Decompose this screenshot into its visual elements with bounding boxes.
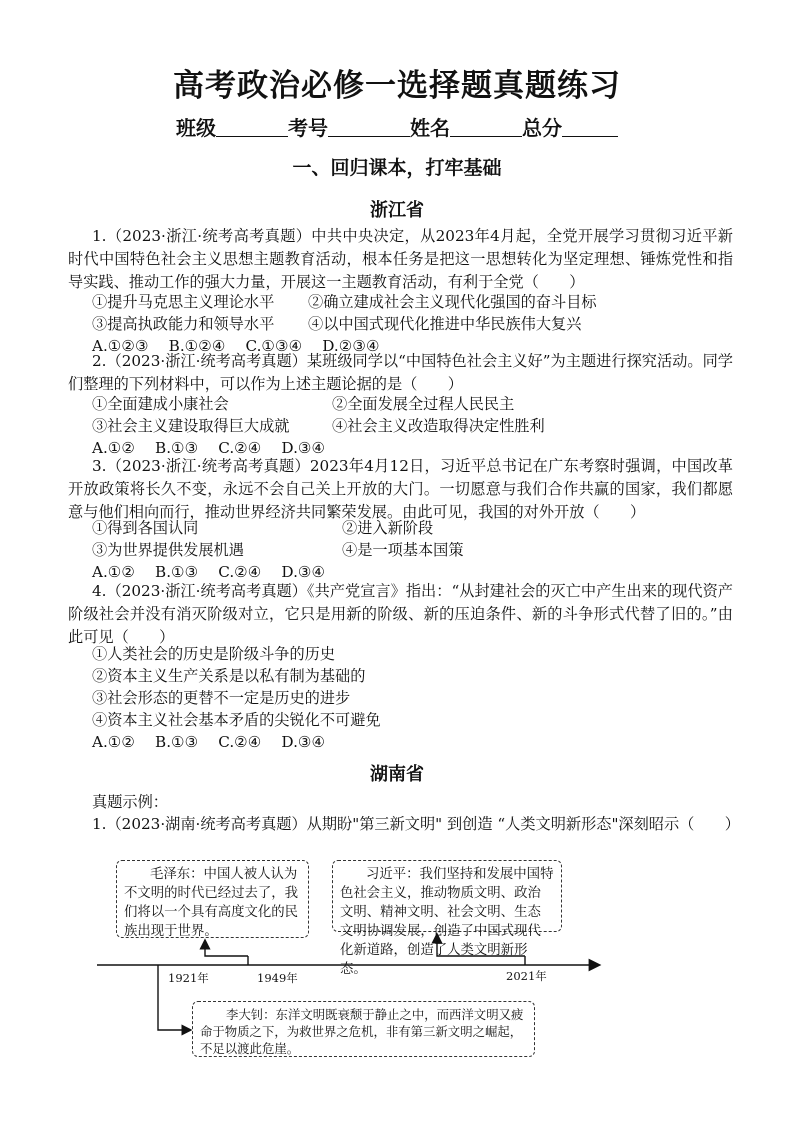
page-title: 高考政治必修一选择题真题练习	[173, 68, 621, 104]
province-heading-hunan: 湖南省	[370, 764, 424, 785]
q2-choices: A.①② B.①③ C.②④ D.③④	[92, 439, 326, 457]
li-quote-text: 李大钊：东洋文明既衰颓于静止之中，而西洋文明又疲命于物质之下，为救世界之危机，非有第三新文明之崛起，不足以渡此危崖。	[200, 1007, 524, 1056]
timeline-arrows	[95, 855, 615, 1065]
question-4-stem: 4.（2023·浙江·统考高考真题）《共产党宣言》指出：“从封建社会的灭亡中产生出来的现代资产阶级社会并没有消灭阶级对立，它只是用新的阶级、新的压迫条件、新的斗争形式代替了旧的。”由此可见（ ）	[68, 582, 733, 646]
name-blank	[450, 118, 522, 137]
q2-option-2: ②全面发展全过程人民民主	[332, 395, 515, 413]
q3-option-1: ①得到各国认同	[92, 519, 199, 537]
q1-option-1: ①提升马克思主义理论水平	[92, 293, 275, 311]
q4-option-3: ③社会形态的更替不一定是历史的进步	[92, 689, 351, 707]
q1-option-2: ②确立建成社会主义现代化强国的奋斗目标	[308, 293, 597, 311]
q1-option-3: ③提高执政能力和领导水平	[92, 315, 275, 333]
question-5-stem: 1.（2023·湖南·统考高考真题）从期盼"第三新文明" 到创造 “人类文明新形态"深刻昭示（ ）	[92, 815, 740, 833]
province-heading-zhejiang: 浙江省	[370, 200, 424, 221]
question-1-stem: 1.（2023·浙江·统考高考真题）中共中央决定，从2023年4月起，全党开展学习贯彻习近平新时代中国特色社会主义思想主题教育活动，根本任务是把这一思想转化为坚定理想、锤炼党性和指导实践、推动工作的强大力量，开展这一主题教育活动，有利于全党（ ）	[68, 227, 733, 291]
year-1949-label: 1949年	[257, 971, 298, 985]
year-1921-label: 1921年	[168, 971, 209, 985]
section-heading: 一、回归课本，打牢基础	[292, 157, 502, 179]
q4-option-4: ④资本主义社会基本矛盾的尖锐化不可避免	[92, 711, 381, 729]
year-2021-label: 2021年	[506, 969, 547, 983]
name-label: 姓名	[410, 116, 450, 140]
exam-no-label: 考号	[288, 116, 328, 140]
class-label: 班级	[176, 116, 216, 140]
question-3-stem: 3.（2023·浙江·统考高考真题）2023年4月12日，习近平总书记在广东考察时强调，中国改革开放政策将长久不变，永远不会自己关上开放的大门。一切愿意与我们合作共赢的国家，我们都愿意与他们相向而行，推动世界经济共同繁荣发展。由此可见，我国的对外开放（ ）	[68, 457, 733, 521]
q2-option-3: ③社会主义建设取得巨大成就	[92, 417, 290, 435]
q1-choices: A.①②③ B.①②④ C.①③④ D.②③④	[92, 337, 380, 355]
q3-option-2: ②进入新阶段	[342, 519, 434, 537]
q2-option-1: ①全面建成小康社会	[92, 395, 229, 413]
q1-option-4: ④以中国式现代化推进中华民族伟大复兴	[308, 315, 582, 333]
q3-option-3: ③为世界提供发展机遇	[92, 541, 244, 559]
score-label: 总分	[522, 116, 562, 140]
class-blank	[216, 118, 288, 137]
question-2-stem: 2.（2023·浙江·统考高考真题）某班级同学以“中国特色社会主义好”为主题进行探究活动。同学们整理的下列材料中，可以作为上述主题论据的是（ ）	[68, 352, 733, 393]
q3-choices: A.①② B.①③ C.②④ D.③④	[92, 563, 326, 581]
example-label: 真题示例：	[92, 793, 168, 811]
timeline-figure	[95, 855, 615, 1065]
q4-option-1: ①人类社会的历史是阶级斗争的历史	[92, 645, 335, 663]
q3-option-4: ④是一项基本国策	[342, 541, 464, 559]
q2-option-4: ④社会主义改造取得决定性胜利	[332, 417, 545, 435]
student-info-line	[0, 112, 794, 141]
mao-quote-text: 毛泽东：中国人被人认为不文明的时代已经过去了，我们将以一个具有高度文化的民族出现于世界。	[124, 867, 299, 939]
q4-choices: A.①② B.①③ C.②④ D.③④	[92, 733, 326, 751]
score-blank	[562, 118, 618, 137]
xi-quote-text: 习近平：我们坚持和发展中国特色社会主义，推动物质文明、政治文明、精神文明、社会文明、生态文明协调发展，创造了中国式现代化新道路，创造了人类文明新形态。	[340, 867, 554, 977]
exam-no-blank	[328, 118, 410, 137]
q4-option-2: ②资本主义生产关系是以私有制为基础的	[92, 667, 366, 685]
